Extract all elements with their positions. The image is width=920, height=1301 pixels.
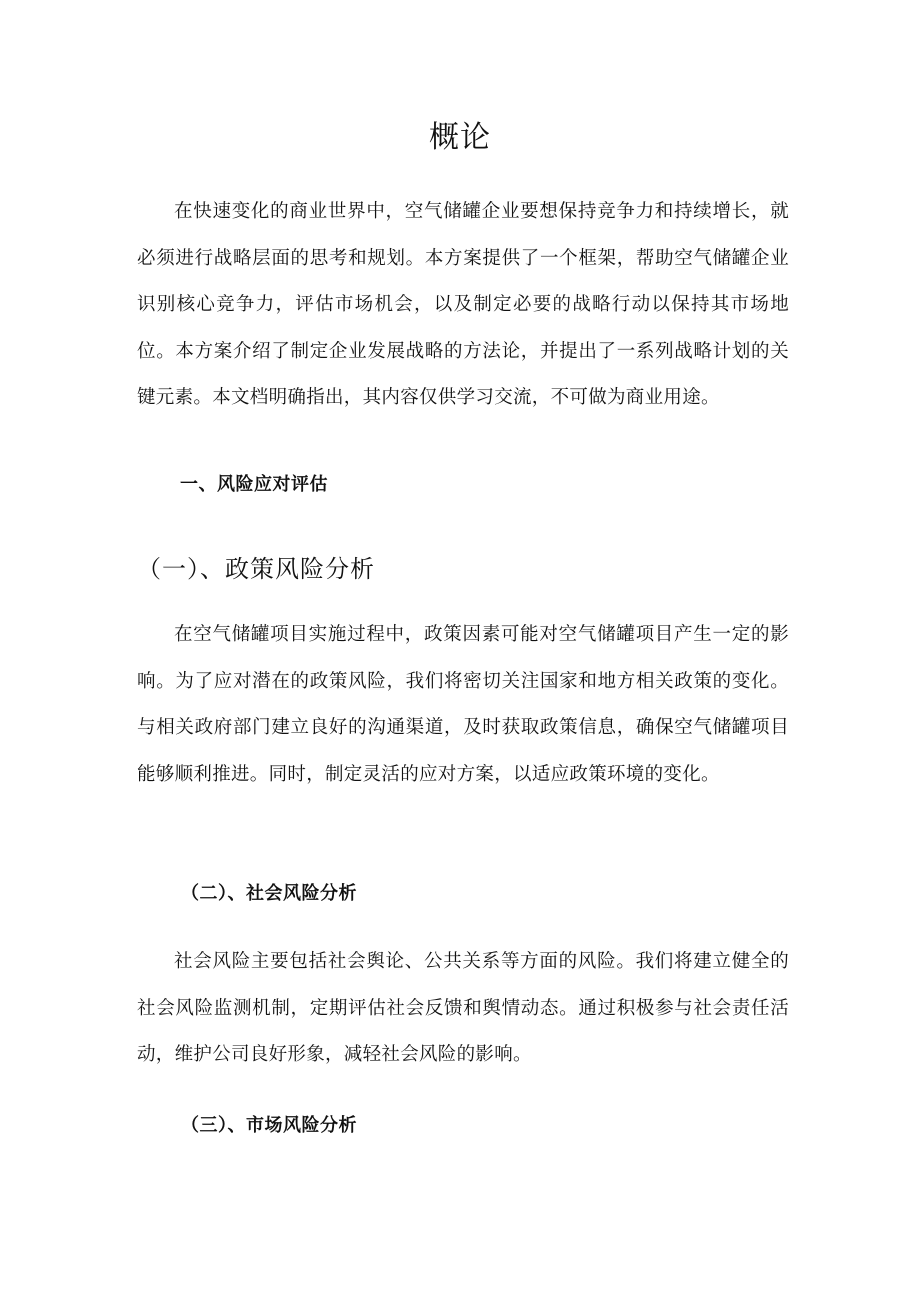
social-risk-paragraph: 社会风险主要包括社会舆论、公共关系等方面的风险。我们将建立健全的社会风险监测机制，定期评估社会反馈和舆情动态。通过积极参与社会责任活动，维护公司良好形象，减轻社会风险的影响。	[137, 951, 789, 1065]
section-heading-risk-assessment: 一、风险应对评估	[180, 474, 328, 495]
subsection-heading-policy-risk: （一）、政策风险分析	[137, 555, 375, 583]
policy-risk-paragraph: 在空气储罐项目实施过程中，政策因素可能对空气储罐项目产生一定的影响。为了应对潜在的政策风险，我们将密切关注国家和地方相关政策的变化。与相关政府部门建立良好的沟通渠道，及时获取政策信息，确保空气储罐项目能够顺利推进。同时，制定灵活的应对方案，以适应政策环境的变化。	[137, 624, 789, 785]
intro-paragraph: 在快速变化的商业世界中，空气储罐企业要想保持竞争力和持续增长，就必须进行战略层面的思考和规划。本方案提供了一个框架，帮助空气储罐企业识别核心竞争力，评估市场机会，以及制定必要的战略行动以保持其市场地位。本方案介绍了制定企业发展战略的方法论，并提出了一系列战略计划的关键元素。本文档明确指出，其内容仅供学习交流，不可做为商业用途。	[137, 201, 789, 408]
document-title: 概论	[429, 120, 491, 155]
subsection-heading-market-risk: （三）、市场风险分析	[181, 1115, 357, 1136]
subsection-heading-social-risk: （二）、社会风险分析	[181, 883, 357, 904]
